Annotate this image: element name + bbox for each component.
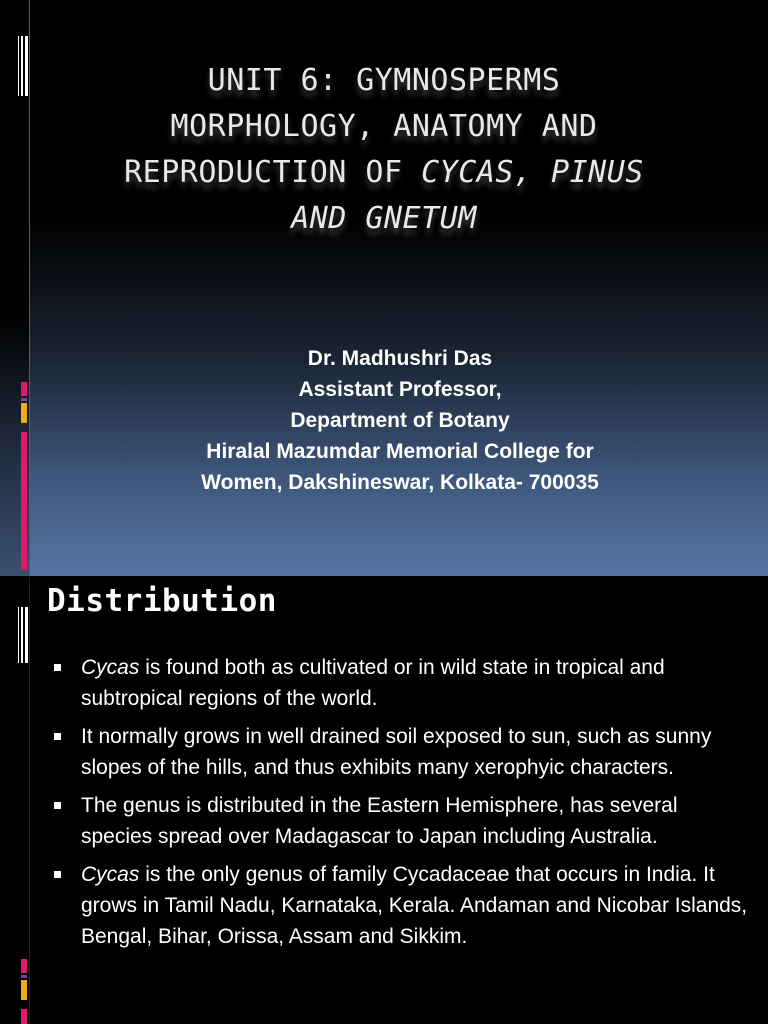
accent-pink-long-bar: [21, 1009, 27, 1024]
title-line-3-prefix: REPRODUCTION OF: [124, 155, 422, 190]
accent-purple-bar: [21, 975, 27, 978]
decorative-stripes: [18, 36, 30, 96]
accent-purple-bar: [21, 398, 27, 401]
title-line-2: MORPHOLOGY, ANATOMY AND: [170, 109, 598, 144]
bullet-text: is the only genus of family Cycadaceae that occurs in India. It grows in Tamil Nadu, Karnataka, Kerala. Andaman and Nicobar Islands, Bengal, Bihar, Orissa, Assam and Sikkim.: [81, 863, 748, 948]
distribution-bullet-list: [52, 652, 752, 959]
bullet-text: The genus is distributed in the Eastern Hemisphere, has several species spread over Madagascar to Japan including Australia.: [81, 794, 678, 848]
accent-pink-bar: [21, 959, 27, 973]
list-item: [52, 790, 752, 852]
author-position: Assistant Professor,: [298, 378, 502, 401]
distribution-heading: Distribution: [47, 583, 277, 619]
accent-yellow-bar: [21, 980, 27, 1000]
list-item: [52, 652, 752, 714]
bullet-text: It normally grows in well drained soil exposed to sun, such as sunny slopes of the hills, and thus exhibits many xerophyic characters.: [81, 725, 712, 779]
bullet-text: is found both as cultivated or in wild state in tropical and subtropical regions of the world.: [81, 656, 665, 710]
author-address: Women, Dakshineswar, Kolkata- 700035: [201, 471, 599, 494]
square-bullet-icon: [54, 871, 61, 878]
bullet-italic: Cycas: [81, 863, 140, 886]
decorative-stripes: [18, 607, 30, 663]
square-bullet-icon: [54, 664, 61, 671]
title-line-3-italic: CYCAS, PINUS: [421, 155, 644, 190]
list-item: [52, 721, 752, 783]
square-bullet-icon: [54, 733, 61, 740]
bullet-italic: Cycas: [81, 656, 140, 679]
author-block: [40, 343, 760, 498]
accent-pink-long-bar: [21, 432, 27, 570]
author-college: Hiralal Mazumdar Memorial College for: [206, 440, 594, 463]
accent-yellow-bar: [21, 403, 27, 423]
title-line-1: UNIT 6: GYMNOSPERMS: [207, 63, 561, 98]
author-department: Department of Botany: [290, 409, 510, 432]
list-item: [52, 859, 752, 952]
slide-title: [40, 58, 728, 242]
author-name: Dr. Madhushri Das: [307, 347, 493, 370]
accent-pink-bar: [21, 382, 27, 396]
square-bullet-icon: [54, 802, 61, 809]
title-line-4-italic: AND GNETUM: [291, 201, 477, 236]
